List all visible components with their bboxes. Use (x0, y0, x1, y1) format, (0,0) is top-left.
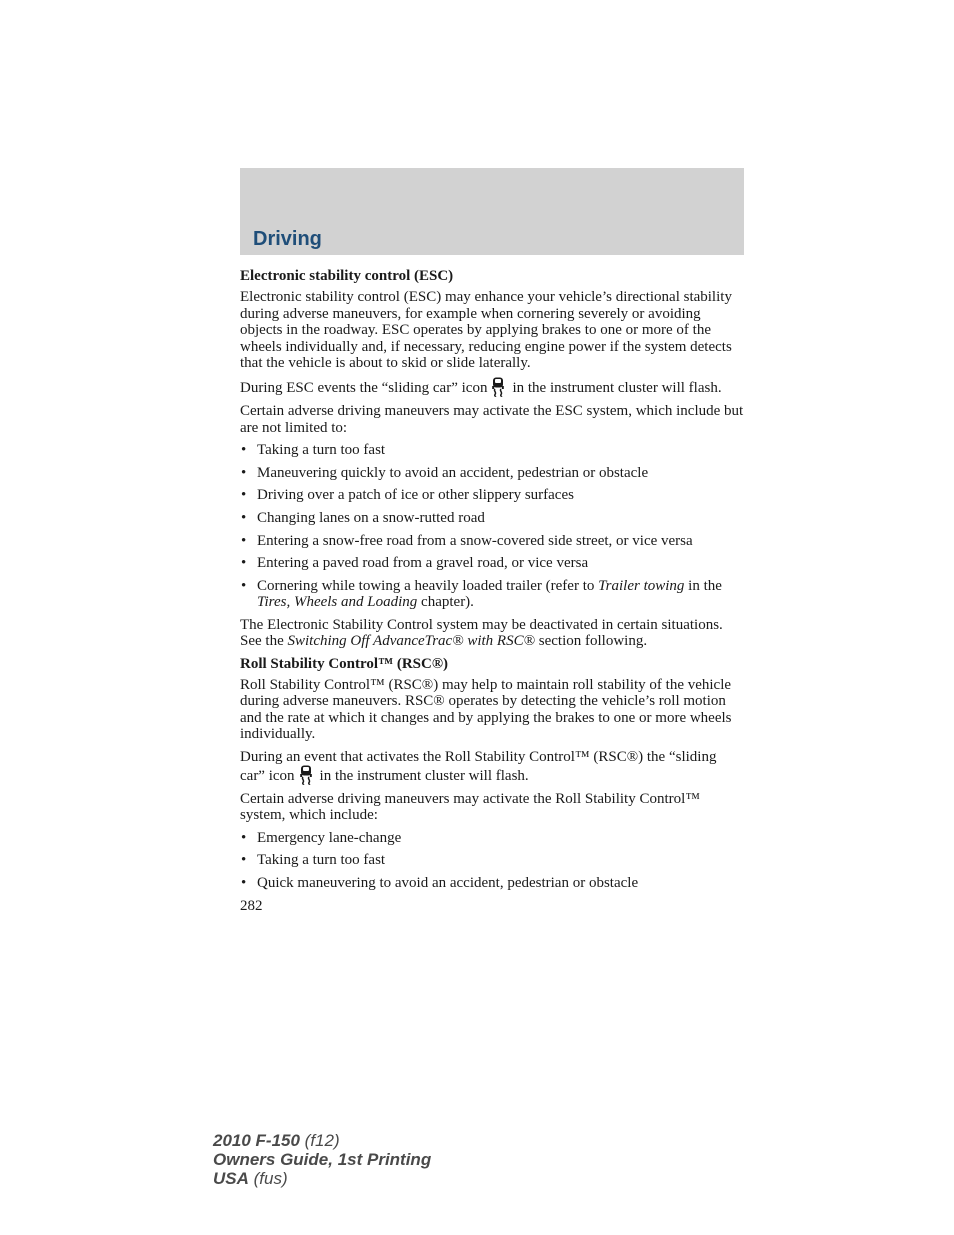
list-item: • Quick maneuvering to avoid an accident, pedestrian or obstacle (240, 875, 745, 891)
list-item: • Emergency lane-change (240, 830, 745, 846)
esc-paragraph-3: Certain adverse driving maneuvers may activate the ESC system, which include but are not limited to: (240, 403, 744, 436)
switching-off-reference: Switching Off AdvanceTrac® with RSC® (287, 633, 535, 650)
sliding-car-icon (491, 377, 505, 397)
page-content (240, 268, 745, 914)
esc-paragraph-4 (240, 617, 745, 650)
esc-heading: Electronic stability control (ESC) (240, 268, 454, 284)
footer-line-1 (213, 1131, 431, 1150)
footer-line-3 (213, 1169, 431, 1188)
list-item: • Entering a snow-free road from a snow-covered side street, or vice versa (240, 533, 745, 549)
text-span: The Electronic Stability Control system may be deactivated in certain situations. See the (240, 616, 723, 650)
market-name: USA (213, 1169, 249, 1188)
esc-paragraph-2 (240, 377, 745, 397)
text-span: Cornering while towing a heavily loaded trailer (refer to (257, 577, 599, 594)
chapter-header-band (240, 168, 744, 255)
esc-paragraph-2-end: in the instrument cluster will flash. (512, 380, 722, 397)
tires-chapter-reference: Tires, Wheels and Loading (257, 594, 418, 611)
market-code: (fus) (248, 1169, 288, 1188)
chapter-title: Driving (253, 228, 322, 250)
sliding-car-icon (299, 765, 313, 785)
list-item: • Entering a paved road from a gravel road, or vice versa (240, 555, 745, 571)
esc-maneuver-list (240, 442, 745, 610)
trailer-towing-reference: Trailer towing (598, 577, 685, 594)
list-item: • Driving over a patch of ice or other slippery surfaces (240, 487, 745, 503)
list-item: • Maneuvering quickly to avoid an accident, pedestrian or obstacle (240, 465, 745, 481)
rsc-heading: Roll Stability Control™ (RSC®) (240, 655, 449, 672)
esc-paragraph-2-start: During ESC events the “sliding car” icon (240, 380, 488, 397)
rsc-paragraph-2-start: During an event that activates the Roll Stability Control™ (RSC®) the “sliding car” icon (240, 748, 717, 785)
rsc-paragraph-2 (240, 749, 745, 785)
page-number: 282 (240, 897, 263, 914)
rsc-maneuver-list (240, 830, 745, 892)
list-item (240, 578, 745, 611)
rsc-paragraph-3: Certain adverse driving maneuvers may activate the Roll Stability Control™ system, which include: (240, 791, 701, 824)
text-span: section following. (535, 633, 648, 650)
footer-line-2 (213, 1150, 431, 1169)
rsc-paragraph-2-end: in the instrument cluster will flash. (319, 768, 529, 785)
list-item: • Taking a turn too fast (240, 852, 745, 868)
model-code: (f12) (299, 1131, 340, 1150)
text-span: chapter). (417, 594, 474, 611)
rsc-paragraph-1: Roll Stability Control™ (RSC®) may help to maintain roll stability of the vehicle during adverse maneuvers. RSC® operates by detecting the vehicle’s roll motion and the rate at which it changes and by applying the brakes to one or more wheels individually. (240, 677, 732, 743)
list-item: • Changing lanes on a snow-rutted road (240, 510, 745, 526)
model-name: 2010 F-150 (213, 1131, 300, 1150)
footer-edition-info (213, 1131, 431, 1188)
printing-info: Owners Guide, 1st Printing (213, 1150, 432, 1169)
text-span: in the (684, 577, 722, 594)
esc-paragraph-1: Electronic stability control (ESC) may enhance your vehicle’s directional stability during adverse maneuvers, for example when cornering severely or avoiding objects in the roadway. ESC operates by applying brakes to one or more of the wheels individually and, if necessary, reducing engine power if the system detects that the vehicle is about to skid or slide laterally. (240, 289, 732, 372)
list-item: • Taking a turn too fast (240, 442, 745, 458)
